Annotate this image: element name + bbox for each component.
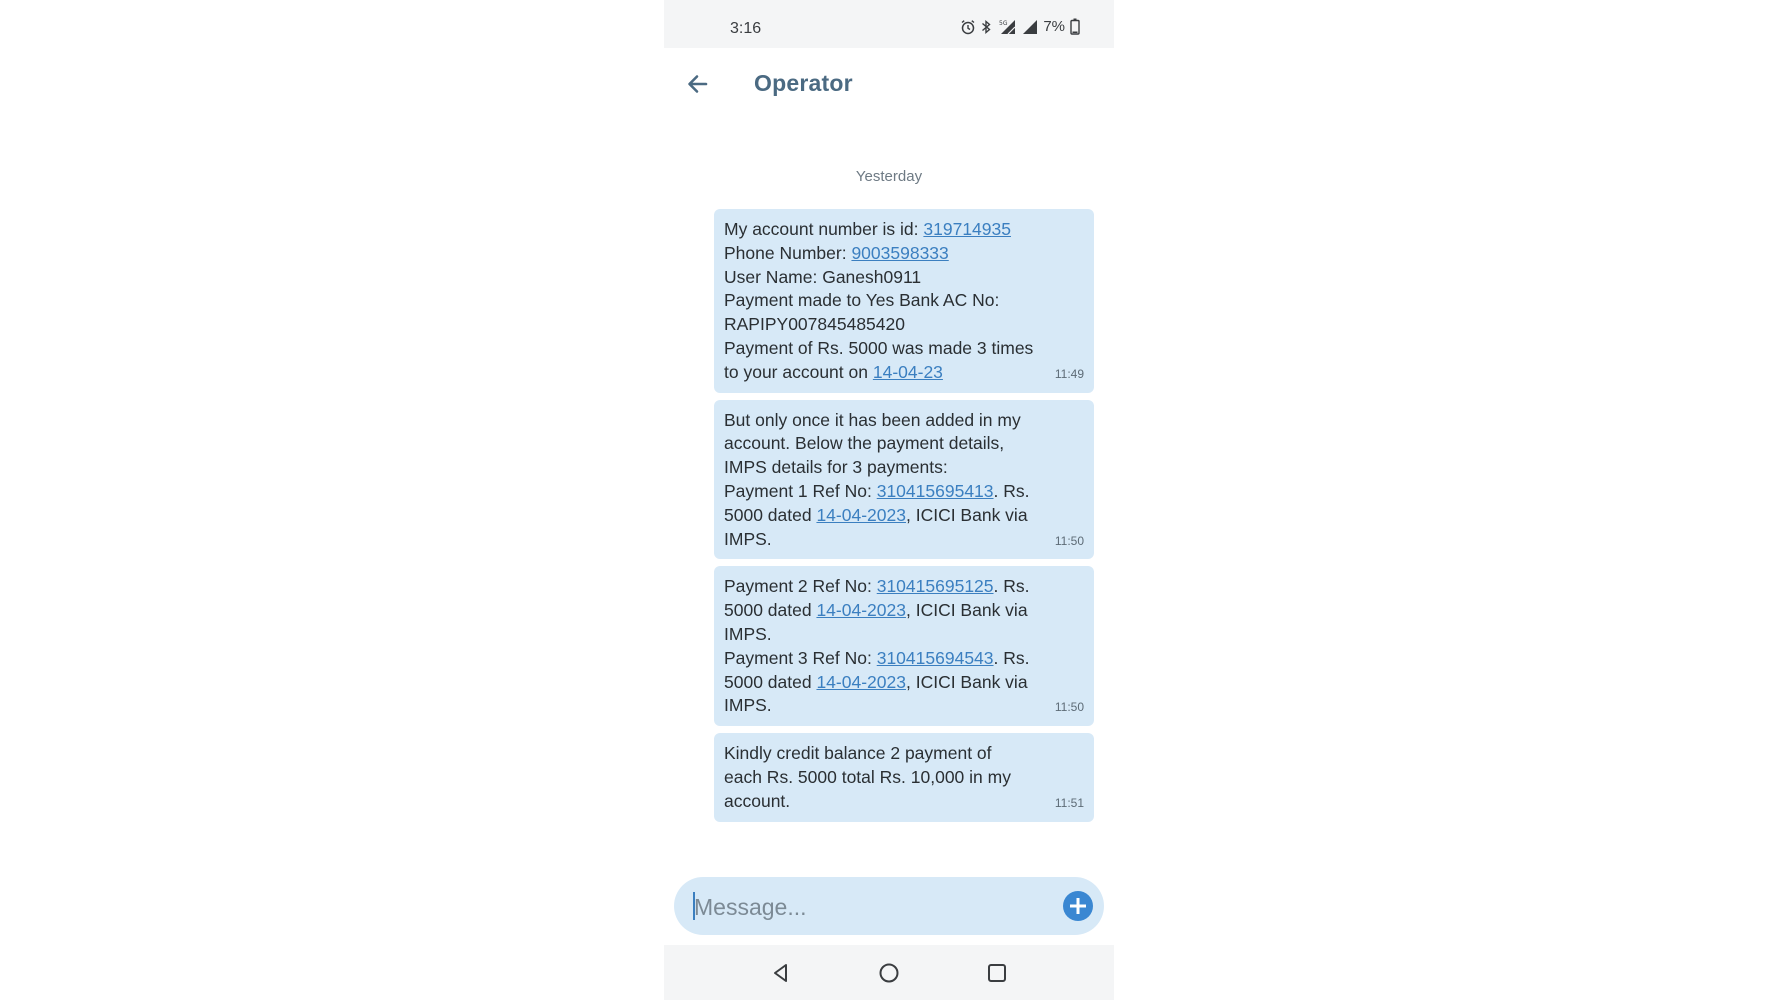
message-text: IMPS. <box>724 695 772 716</box>
message-line <box>724 313 1084 337</box>
message-line <box>724 456 1084 480</box>
message-link[interactable]: 310415695413 <box>876 480 994 501</box>
message-link[interactable]: 14-04-2023 <box>816 671 906 692</box>
message-timestamp: 11:51 <box>1054 795 1084 810</box>
message-text: My account number is id: <box>724 219 924 239</box>
message-text: 5000 dated <box>724 600 817 621</box>
svg-text:5G: 5G <box>999 19 1008 27</box>
message-timestamp: 11:49 <box>1054 366 1084 381</box>
message-link[interactable]: 310415694543 <box>876 647 994 668</box>
message-bubble[interactable] <box>714 733 1094 821</box>
message-line <box>724 742 1084 766</box>
message-link[interactable]: 14-04-2023 <box>816 504 906 525</box>
home-circle-icon[interactable] <box>878 962 900 984</box>
message-line <box>724 599 1084 623</box>
message-line <box>724 480 1084 504</box>
message-line <box>724 528 1084 552</box>
battery-icon <box>1070 18 1080 35</box>
message-timestamp: 11:50 <box>1054 533 1084 548</box>
message-link[interactable]: 310415695125 <box>876 576 994 597</box>
message-composer <box>674 877 1104 935</box>
message-text: . Rs. <box>993 480 1030 501</box>
status-icons <box>960 18 1080 35</box>
message-text: , ICICI Bank via <box>905 671 1028 692</box>
message-text: each Rs. 5000 total Rs. 10,000 in my <box>724 766 1011 787</box>
message-bubble[interactable] <box>714 209 1094 393</box>
arrow-left-icon[interactable] <box>684 70 712 98</box>
message-line <box>724 647 1084 671</box>
message-link[interactable]: 14-04-2023 <box>816 600 906 621</box>
message-line <box>724 790 1084 814</box>
message-text: IMPS. <box>724 623 772 644</box>
message-text: But only once it has been added in my <box>724 409 1021 430</box>
message-line <box>724 361 1084 385</box>
signal-icon <box>1022 19 1038 35</box>
message-text: IMPS details for 3 payments: <box>724 457 948 478</box>
message-text: Kindly credit balance 2 payment of <box>724 743 992 764</box>
message-timestamp: 11:50 <box>1054 700 1084 715</box>
message-input[interactable] <box>692 887 1036 927</box>
text-caret <box>693 892 695 920</box>
message-text: 5000 dated <box>724 504 817 525</box>
message-line <box>724 623 1084 647</box>
message-line <box>724 337 1084 361</box>
message-text: account. Below the payment details, <box>724 433 1005 454</box>
message-line <box>724 671 1084 695</box>
message-line <box>724 409 1084 433</box>
bluetooth-icon <box>981 19 992 35</box>
message-bubble[interactable] <box>714 566 1094 726</box>
message-text: , ICICI Bank via <box>905 600 1028 621</box>
message-text: Payment 1 Ref No: <box>724 480 877 501</box>
message-line <box>724 766 1084 790</box>
signal-5g-icon <box>997 19 1017 35</box>
message-line <box>724 504 1084 528</box>
message-text: 5000 dated <box>724 671 817 692</box>
message-line <box>724 694 1084 718</box>
message-text: User Name: Ganesh0911 <box>724 266 922 287</box>
message-text: Payment 2 Ref No: <box>724 576 877 597</box>
conversation-header <box>664 48 1114 120</box>
plus-icon[interactable] <box>1063 891 1093 921</box>
message-text: , ICICI Bank via <box>905 504 1028 525</box>
status-time: 3:16 <box>730 20 762 37</box>
message-line <box>724 289 1084 313</box>
message-text: RAPIPY007845485420 <box>724 314 905 335</box>
message-line <box>724 432 1084 456</box>
message-line <box>724 266 1084 290</box>
message-text: IMPS. <box>724 528 772 549</box>
message-line <box>724 218 1084 242</box>
message-text: . Rs. <box>993 576 1030 597</box>
status-bar <box>664 0 1114 48</box>
navigation-bar <box>664 945 1114 1000</box>
date-separator: Yesterday <box>855 168 923 185</box>
back-triangle-icon[interactable] <box>770 962 792 984</box>
contact-title: Operator <box>754 70 853 96</box>
message-text: Payment of Rs. 5000 was made 3 times <box>724 337 1034 358</box>
message-line <box>724 242 1084 266</box>
message-text: Payment made to Yes Bank AC No: <box>724 290 1000 311</box>
message-text: Phone Number: <box>724 242 852 263</box>
recents-square-icon[interactable] <box>986 962 1008 984</box>
message-list <box>714 209 1094 829</box>
battery-percent: 7% <box>1043 18 1065 35</box>
message-text: to your account on <box>724 361 873 382</box>
message-line <box>724 575 1084 599</box>
message-text: account. <box>724 790 791 811</box>
message-link[interactable]: 14-04-23 <box>872 361 943 382</box>
message-text: . Rs. <box>993 647 1030 668</box>
alarm-icon <box>960 19 976 35</box>
message-link[interactable]: 9003598333 <box>851 242 949 263</box>
message-link[interactable]: 319714935 <box>923 219 1011 239</box>
message-bubble[interactable] <box>714 400 1094 560</box>
phone-screen <box>664 0 1114 1000</box>
message-text: Payment 3 Ref No: <box>724 647 877 668</box>
